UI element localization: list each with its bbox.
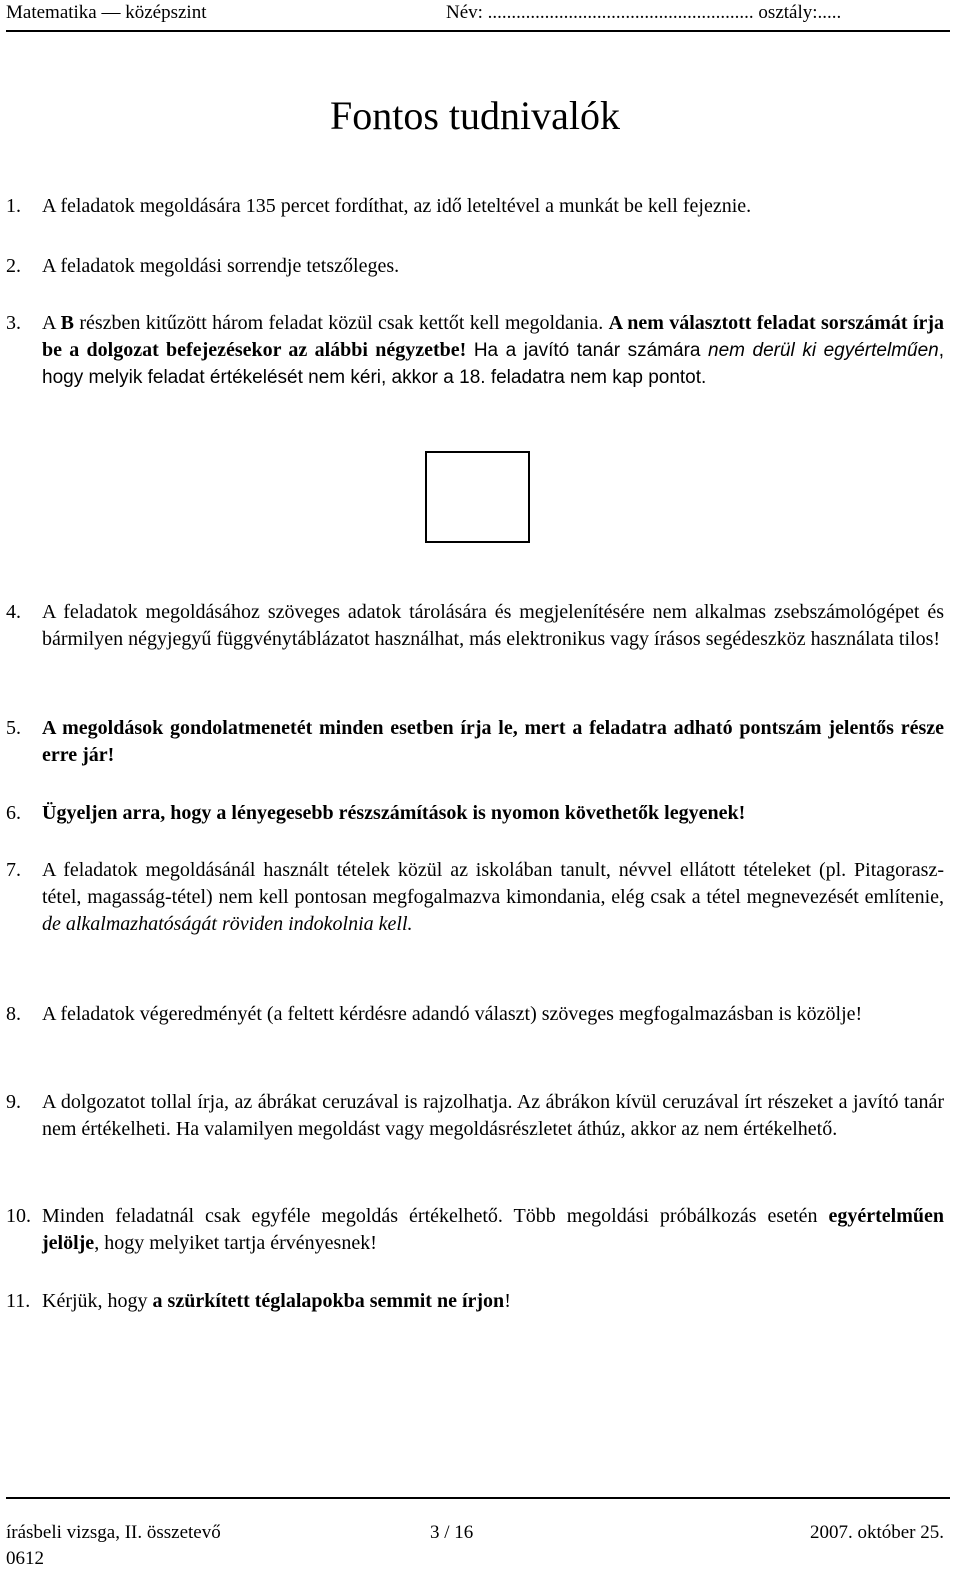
item-text-part: A — [42, 312, 61, 334]
list-item-4 — [6, 599, 944, 653]
footer-date: 2007. október 25. — [809, 1522, 944, 1543]
item-text-bold: a szürkített téglalapokba semmit ne írjon — [152, 1290, 505, 1312]
item-number: 3. — [6, 312, 21, 334]
page-header — [6, 0, 950, 32]
list-item-3 — [6, 310, 944, 391]
header-subject: Matematika — középszint — [6, 2, 207, 23]
item-text-part: , hogy melyiket tartja érvényesnek! — [94, 1232, 377, 1254]
page-title: Fontos tudnivalók — [329, 93, 621, 138]
item-text: Ügyeljen arra, hogy a lényegesebb részszámítások is nyomon követhetők legyenek! — [42, 802, 746, 824]
header-name-class-field: Név: ........................................................ osztály:..... — [446, 2, 842, 23]
unselected-task-number-box[interactable] — [425, 451, 530, 543]
footer-exam-part: írásbeli vizsga, II. összetevő — [6, 1522, 221, 1543]
item-text-part: Ha a javító tanár számára — [466, 340, 709, 361]
item-number: 2. — [6, 255, 21, 277]
item-text — [42, 310, 944, 391]
item-text-bold: A nem választott feladat sorszámát írja be a dolgozat befejezésekor az alábbi négyzetbe! — [42, 312, 945, 361]
item-number: 1. — [6, 195, 21, 217]
item-number: 10. — [6, 1205, 31, 1227]
item-text: A feladatok végeredményét (a feltett kérdésre adandó választ) szöveges megfogalmazásban is közölje! — [42, 1003, 863, 1025]
item-text-part: ! — [504, 1290, 511, 1312]
list-item-7 — [6, 857, 944, 938]
item-text — [42, 1203, 944, 1257]
footer-divider — [6, 1497, 950, 1499]
list-item-5 — [6, 715, 944, 769]
list-item-6 — [6, 800, 944, 827]
item-text-italic: de alkalmazhatóságát röviden indokolnia kell. — [42, 913, 413, 935]
item-text-part: , hogy melyik feladat értékelését nem kéri, akkor a 18. feladatra nem kap pontot. — [42, 340, 944, 388]
list-item-11 — [6, 1288, 944, 1315]
item-text: A megoldások gondolatmenetét minden esetben írja le, mert a feladatra adható pontszám jelentős része erre jár! — [42, 717, 944, 766]
list-item-2 — [6, 253, 944, 280]
item-number: 6. — [6, 802, 21, 824]
list-item-8 — [6, 1001, 944, 1028]
item-text-bold: egyértelműen jelölje — [42, 1205, 944, 1254]
item-text: A feladatok megoldásához szöveges adatok tárolására és megjelenítésére nem alkalmas zsebszámológépet és bármilyen négyjegyű függvénytáblázatot használhat, más elektronikus vagy írásos segédeszköz használata tilos! — [42, 601, 944, 650]
footer-page-number: 3 / 16 — [430, 1522, 474, 1543]
item-text-part: A feladatok megoldásánál használt tételek közül az iskolában tanult, névvel ellátott tételeket (pl. Pitagorasz-tétel, magasság-tétel) nem kell pontosan megfogalmazva kimondania, elég csak a tétel megnevezését említenie, — [42, 859, 944, 908]
item-text-part: részben kitűzött három feladat közül csak kettőt kell megoldania. — [74, 312, 609, 334]
item-number: 9. — [6, 1091, 21, 1113]
item-text: A feladatok megoldására 135 percet fordíthat, az idő leteltével a munkát be kell fejeznie. — [42, 195, 752, 217]
list-item-1 — [6, 193, 944, 220]
item-text: A dolgozatot tollal írja, az ábrákat ceruzával is rajzolhatja. Az ábrákon kívül ceruzával írt részeket a javító tanár nem értékelheti. Ha valamilyen megoldást vagy megoldásrészletet áthúz, akkor az nem értékelhető. — [42, 1091, 944, 1140]
item-number: 7. — [6, 859, 21, 881]
item-number: 11. — [6, 1290, 31, 1312]
item-number: 4. — [6, 601, 21, 623]
list-item-10 — [6, 1203, 944, 1257]
item-text — [42, 1288, 944, 1315]
item-text-bold: B — [60, 312, 74, 334]
item-number: 5. — [6, 717, 21, 739]
footer-code: 0612 — [6, 1548, 44, 1569]
item-text-part: Kérjük, hogy — [42, 1290, 153, 1312]
item-text-italic: nem derül ki egyértelműen — [708, 340, 939, 361]
list-item-9 — [6, 1089, 944, 1143]
item-number: 8. — [6, 1003, 21, 1025]
item-text — [42, 857, 944, 938]
item-text: A feladatok megoldási sorrendje tetszőleges. — [42, 255, 400, 277]
item-text-part: Minden feladatnál csak egyféle megoldás értékelhető. Több megoldási próbálkozás esetén — [42, 1205, 829, 1227]
